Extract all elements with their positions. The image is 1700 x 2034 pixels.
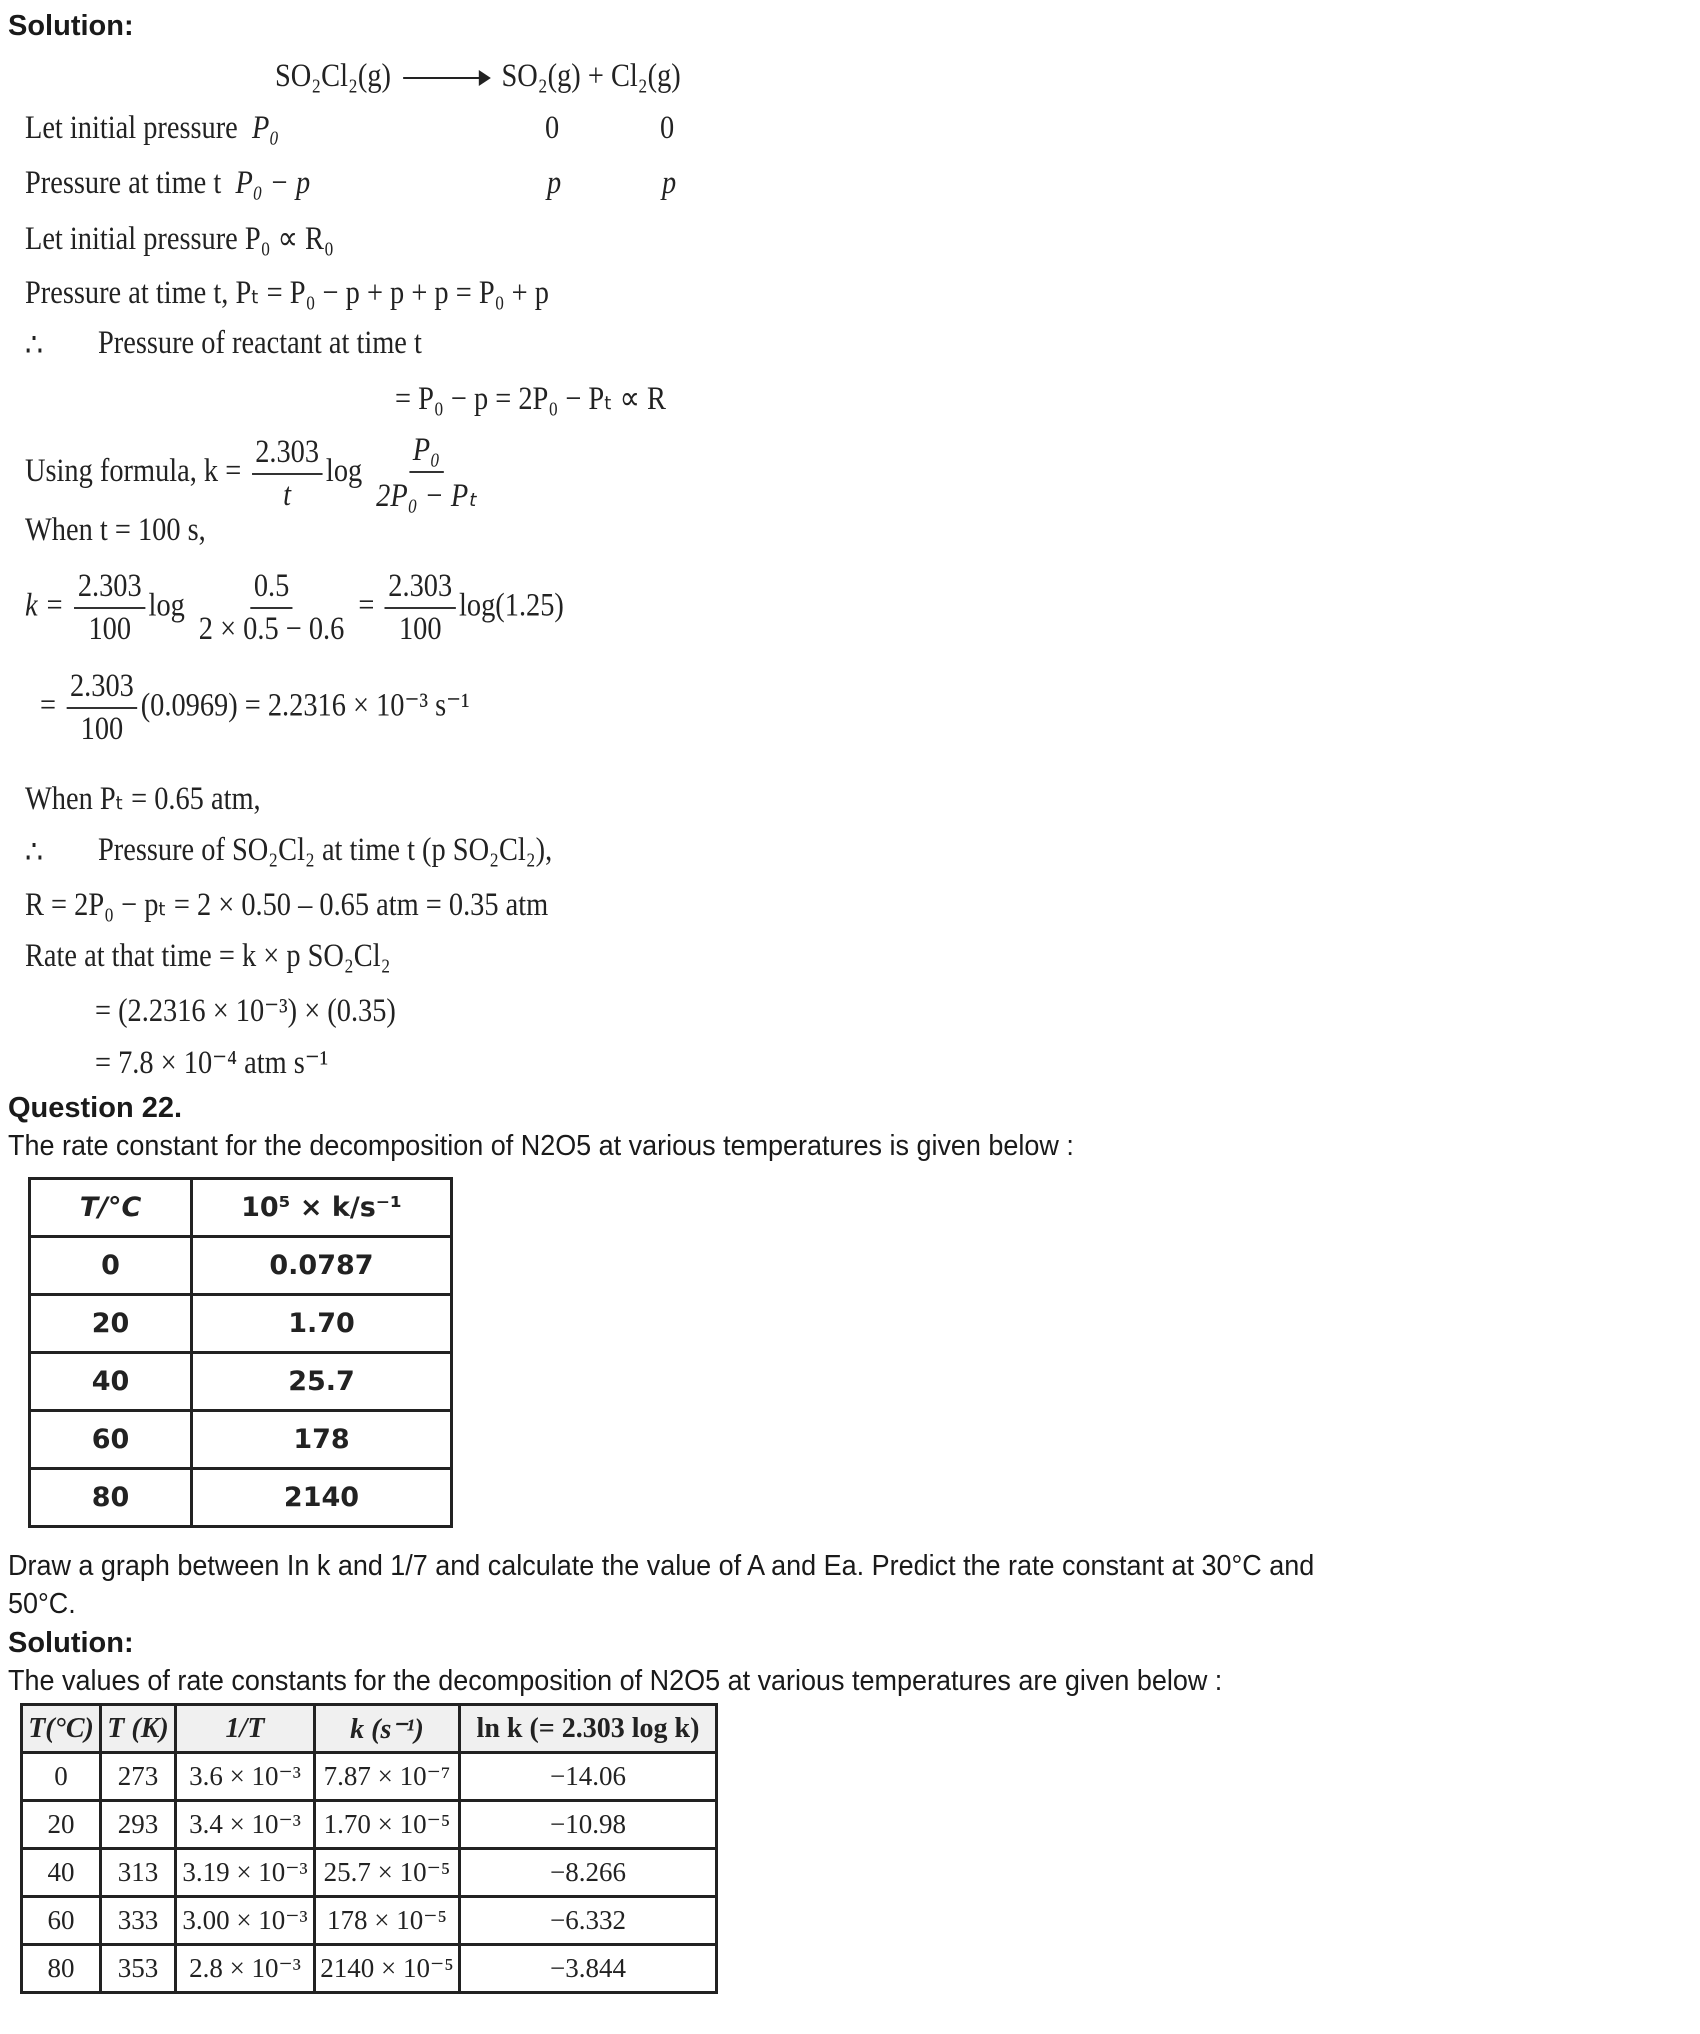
initial-pressure-proportional: Let initial pressure P₀ ∝ R₀ [25, 221, 334, 257]
cell: 40 [30, 1353, 192, 1411]
initial-cl2: 0 [660, 110, 675, 146]
header-cell: T(°C) [22, 1705, 101, 1753]
cell: −8.266 [460, 1849, 717, 1897]
task-line-2: 50°C. [8, 1588, 76, 1620]
table-header-row [30, 1179, 452, 1237]
cell: 20 [30, 1295, 192, 1353]
fraction: $\frac{\text{P₀}}{\text{2P₀ − Pₜ}}$ [376, 432, 477, 514]
reaction-equation [275, 58, 681, 95]
cell: 3.00 × 10⁻³ [176, 1897, 315, 1945]
cell: 2140 [192, 1469, 452, 1527]
reaction-arrow-icon [403, 77, 489, 79]
table-row [22, 1753, 717, 1801]
initial-pressure-label: Let initial pressure P₀ [25, 110, 280, 146]
cell: 80 [30, 1469, 192, 1527]
cell: 1.70 × 10⁻⁵ [315, 1801, 460, 1849]
cell: 0 [30, 1237, 192, 1295]
cell: 60 [22, 1897, 101, 1945]
cell: 3.6 × 10⁻³ [176, 1753, 315, 1801]
cell: 178 [192, 1411, 452, 1469]
fraction: $\frac{2.303}{100}$ [74, 568, 145, 648]
rate-calc-2: = 7.8 × 10⁻⁴ atm s⁻¹ [95, 1045, 329, 1081]
fraction: $\frac{2.303}{t}$ [252, 434, 323, 514]
task-line-1: Draw a graph between In k and 1/7 and calculate the value of A and Ea. Predict the rate constant at 30°C and [8, 1550, 1315, 1582]
when-pt-line: When Pₜ = 0.65 atm, [25, 781, 261, 817]
cell: −3.844 [460, 1945, 717, 1993]
cell: 20 [22, 1801, 101, 1849]
cell: 333 [101, 1897, 176, 1945]
cell: 313 [101, 1849, 176, 1897]
table-row [22, 1849, 717, 1897]
cell: 1.70 [192, 1295, 452, 1353]
products: SO₂(g) + Cl₂(g) [501, 58, 681, 94]
k-result: = $\frac{2.303}{100}$ (0.0969) = 2.2316 × 10⁻³ s⁻¹ [40, 668, 470, 747]
cell: 80 [22, 1945, 101, 1993]
header-cell: ln k (= 2.303 log k) [460, 1705, 717, 1753]
when-t-line: When t = 100 s, [25, 512, 206, 548]
therefore-symbol: ∴ [25, 328, 44, 364]
reactant-pressure-label: Pressure of reactant at time t [98, 325, 422, 361]
initial-so2: 0 [545, 110, 560, 146]
table-row [22, 1801, 717, 1849]
fraction: $\frac{2.303}{100}$ [385, 568, 456, 648]
solution-heading: Solution: [8, 10, 134, 42]
r-calculation: R = 2P₀ − pₜ = 2 × 0.50 – 0.65 atm = 0.35 atm [25, 887, 549, 923]
cell: 25.7 [192, 1353, 452, 1411]
cell: 3.19 × 10⁻³ [176, 1849, 315, 1897]
question-22-intro: The rate constant for the decomposition of N2O5 at various temperatures is given below : [8, 1130, 1074, 1162]
header-cell: T (K) [101, 1705, 176, 1753]
table-row [22, 1945, 717, 1993]
table-row [30, 1353, 452, 1411]
cell: 353 [101, 1945, 176, 1993]
cell: 0 [22, 1753, 101, 1801]
rate-formula: Using formula, k = $\frac{2.303}{t}$ log $\frac{\text{P₀}}{\text{2P₀ − Pₜ}}$ [25, 432, 484, 515]
cell: −14.06 [460, 1753, 717, 1801]
cell: 60 [30, 1411, 192, 1469]
rate-line: Rate at that time = k × p SO₂Cl₂ [25, 938, 391, 974]
solution-heading-2: Solution: [8, 1627, 134, 1659]
cell: 178 × 10⁻⁵ [315, 1897, 460, 1945]
cell: 40 [22, 1849, 101, 1897]
so2-at-t: p [547, 165, 562, 201]
reactant: SO₂Cl₂(g) [275, 58, 391, 94]
reactant-pressure-expression: = P₀ − p = 2P₀ − Pₜ ∝ R [395, 381, 666, 417]
header-cell: 10⁵ × k/s⁻¹ [192, 1179, 452, 1237]
header-cell: T/°C [30, 1179, 192, 1237]
cell: 3.4 × 10⁻³ [176, 1801, 315, 1849]
question-22-heading: Question 22. [8, 1092, 183, 1124]
therefore-symbol-2: ∴ [25, 835, 44, 871]
table-row [30, 1469, 452, 1527]
cell: 2.8 × 10⁻³ [176, 1945, 315, 1993]
cell: 2140 × 10⁻⁵ [315, 1945, 460, 1993]
cell: −10.98 [460, 1801, 717, 1849]
table-header-row [22, 1705, 717, 1753]
fraction: $\frac{0.5}{2 \times 0.5 - 0.6}$ [198, 568, 345, 647]
cell: 273 [101, 1753, 176, 1801]
cell: −6.332 [460, 1897, 717, 1945]
table-row [30, 1237, 452, 1295]
table-row [30, 1295, 452, 1353]
pressure-at-t-label: Pressure at time t P₀ − p [25, 165, 311, 201]
table-row [22, 1897, 717, 1945]
cell: 293 [101, 1801, 176, 1849]
so2cl2-pressure-line: Pressure of SO₂Cl₂ at time t (p SO₂Cl₂), [98, 832, 553, 868]
table-row [30, 1411, 452, 1469]
header-cell: 1/T [176, 1705, 315, 1753]
total-pressure-line: Pressure at time t, Pₜ = P₀ − p + p + p = P₀ + p [25, 275, 549, 311]
rate-calc-1: = (2.2316 × 10⁻³) × (0.35) [95, 993, 396, 1029]
fraction: $\frac{2.303}{100}$ [67, 668, 138, 748]
rate-constants-solution-table [20, 1703, 718, 1994]
cell: 0.0787 [192, 1237, 452, 1295]
k-calculation: k = $\frac{2.303}{100}$ log $\frac{0.5}{2 \times 0.5 - 0.6}$ = $\frac{2.303}{100}$ log(1.25) [25, 568, 564, 647]
rate-constant-table [28, 1177, 453, 1528]
cell: 25.7 × 10⁻⁵ [315, 1849, 460, 1897]
header-cell: k (s⁻¹) [315, 1705, 460, 1753]
cell: 7.87 × 10⁻⁷ [315, 1753, 460, 1801]
cl2-at-t: p [662, 165, 677, 201]
solution-intro: The values of rate constants for the decomposition of N2O5 at various temperatures are given below : [8, 1665, 1223, 1697]
